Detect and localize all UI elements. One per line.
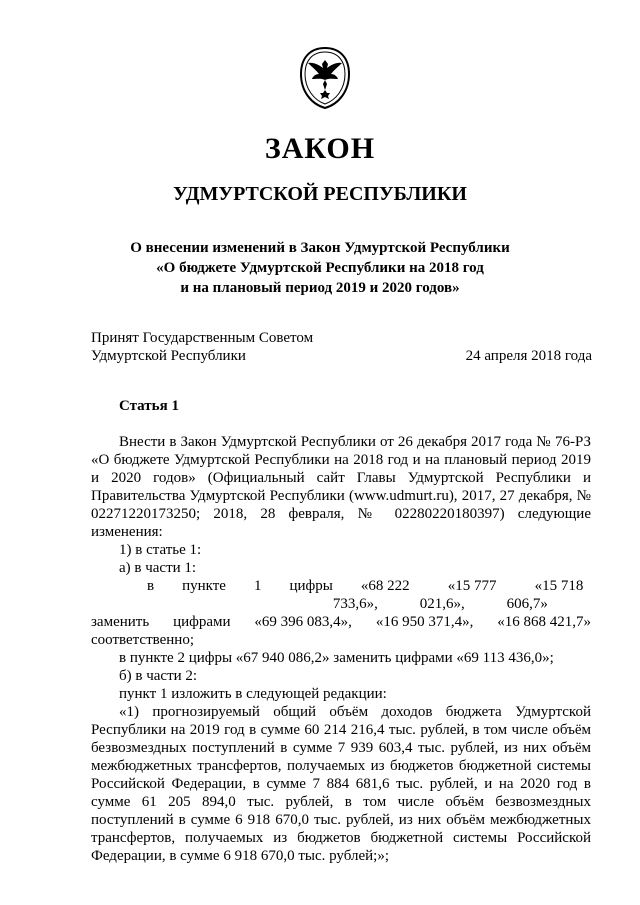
heading-line-1: О внесении изменений в Закон Удмуртской Республики: [130, 240, 510, 256]
heading-line-3: и на плановый период 2019 и 2020 годов»: [180, 280, 460, 296]
point-2: в пункте 2 цифры «67 940 086,2» заменить цифрами «69 113 436,0»;: [119, 650, 554, 666]
word: «15 718 606,7»: [506, 578, 584, 612]
point-1-line-2: [91, 613, 591, 631]
udmurt-coat-of-arms-icon: [298, 46, 352, 110]
point-1-end: соответственно;: [91, 632, 194, 648]
adoption-date: 24 апреля 2018 года: [465, 348, 592, 364]
word: пункте: [182, 578, 226, 594]
word: цифры: [289, 578, 333, 594]
word: «69 396 083,4»,: [254, 614, 352, 630]
word: цифрами: [173, 614, 231, 630]
word: «15 777 021,6»,: [419, 578, 497, 612]
word: в: [147, 578, 155, 594]
item-b: б) в части 2:: [119, 668, 198, 684]
article-intro: Внести в Закон Удмуртской Республики от 26 декабря 2017 года № 76-РЗ «О бюджете Удмуртской Республики на 2018 год и на плановый период 2019 и 2020 годов» (Официальный сайт Главы Удмуртской Республики и Правительства Удмуртской Республики (www.udmurt.ru), 2017, 27 декабря, № 02271220173250; 2018, 28 февраля, № 02280220180397) следующие изменения:: [91, 434, 591, 540]
adoption-line-2: Удмуртской Республики: [91, 348, 246, 364]
item-a: а) в части 1:: [119, 560, 197, 576]
word: заменить: [91, 614, 150, 630]
point-b1: пункт 1 изложить в следующей редакции:: [119, 686, 387, 702]
adoption-note: [91, 329, 313, 365]
word: «16 868 421,7»: [497, 614, 591, 630]
adoption-line-1: Принят Государственным Советом: [91, 330, 314, 346]
word: 1: [253, 578, 262, 594]
page-subtitle: УДМУРТСКОЙ РЕСПУБЛИКИ: [173, 183, 467, 205]
heading-line-2: «О бюджете Удмуртской Республики на 2018 год: [156, 260, 484, 276]
article-body: [91, 433, 591, 865]
quoted-amendment: «1) прогнозируемый общий объём доходов бюджета Удмуртской Республики на 2019 год в сумме 60 214 216,4 тыс. рублей, в том числе объём безвозмездных поступлений в сумме 7 939 603,4 тыс. рублей, из них объём межбюджетных трансфертов, получаемых из бюджетов бюджетной системы Российской Федерации, в сумме 7 884 681,6 тыс. рублей, и на 2020 год в сумме 61 205 894,0 тыс. рублей, в том числе объём безвозмездных поступлений в сумме 6 918 670,0 тыс. рублей, из них объём межбюджетных трансфертов, получаемых из бюджетов бюджетной системы Российской Федерации, в сумме 6 918 670,0 тыс. рублей;»;: [91, 704, 591, 864]
page-title: ЗАКОН: [264, 132, 376, 165]
word: «68 222 733,6»,: [332, 578, 410, 612]
law-heading: [0, 238, 640, 298]
point-1-line-1: [91, 577, 591, 613]
article-title: Статья 1: [119, 398, 179, 414]
item-1: 1) в статье 1:: [119, 542, 202, 558]
word: «16 950 371,4»,: [375, 614, 474, 630]
